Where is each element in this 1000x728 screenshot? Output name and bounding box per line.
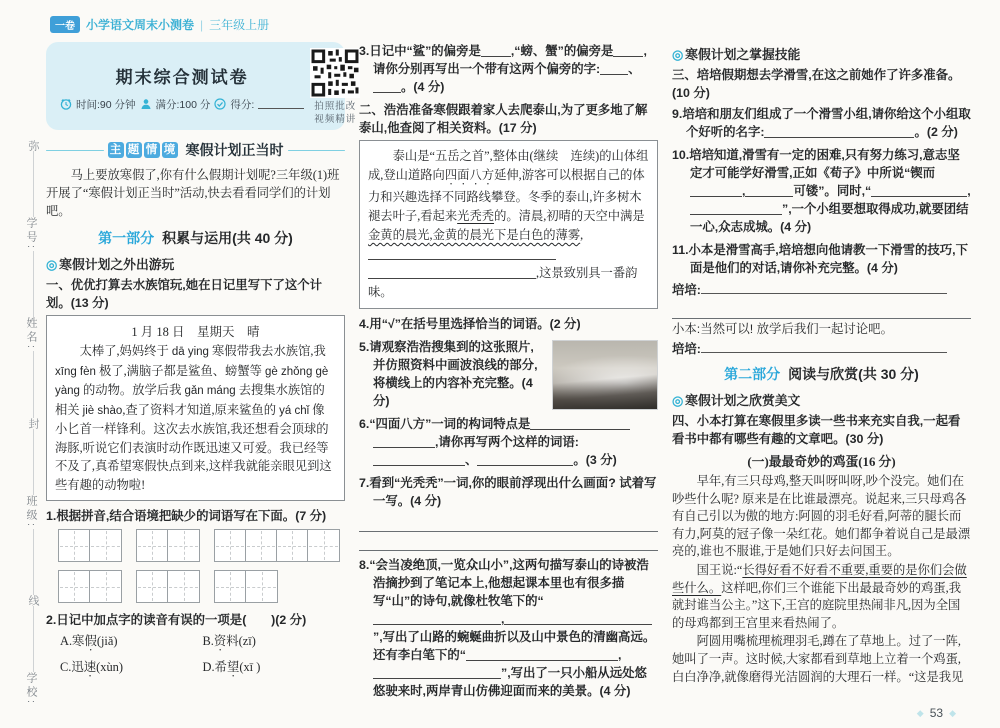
question-2-options xyxy=(46,632,345,680)
seal-mark-mi: 弥 xyxy=(27,140,39,151)
part2-title: 阅读与欣赏 xyxy=(788,366,859,382)
part2-score: (共 30 分) xyxy=(858,366,919,382)
question-9-stem: 9.培培和朋友们组成了一个滑雪小组,请你给这个小组取个好听的名字: 。(2 分) xyxy=(672,107,971,139)
option-c[interactable]: C.迅速(xùn) xyxy=(60,660,123,674)
question-4-stem: 4.用“√”在括号里选择恰当的词语。(2 分) xyxy=(359,317,581,331)
question-yi-stem: 一、优优打算去水族馆玩,她在日记里写下了这个计划。(13 分) xyxy=(46,278,323,310)
question-san-stem: 三、培培假期想去学滑雪,在这之前她作了许多准备。(10 分) xyxy=(672,68,961,100)
page-number xyxy=(917,706,956,720)
theme-chips xyxy=(108,142,178,158)
topic-reading-label: 寒假计划之欣赏美文 xyxy=(685,393,801,408)
question-2 xyxy=(46,611,345,680)
score-blank xyxy=(258,99,304,109)
question-10 xyxy=(672,146,971,236)
theme-title: 寒假计划正当时 xyxy=(185,142,284,158)
diary-box xyxy=(46,315,345,501)
qr-caption-line1: 拍照批改 xyxy=(314,101,357,113)
question-9 xyxy=(672,105,971,141)
brand-row xyxy=(50,16,269,33)
dialog-line-2: 小本:当然可以! 放学后我们一起讨论吧。 xyxy=(672,322,893,336)
theme-banner xyxy=(46,140,345,160)
student-name-label: 姓名: xyxy=(25,317,37,352)
banner-line-right xyxy=(288,150,346,151)
paper-meta xyxy=(60,97,304,112)
topic-skill-label: 寒假计划之掌握技能 xyxy=(685,47,801,62)
banner-line-left xyxy=(46,150,104,151)
part1-label: 第一部分 xyxy=(98,230,155,246)
question-8 xyxy=(359,556,658,700)
brand-subtitle: 三年级上册 xyxy=(209,18,270,32)
score-label: 得分: xyxy=(230,98,255,111)
question-1-stem: 1.根据拼音,结合语境把缺少的词语写在下面。(7 分) xyxy=(46,509,327,523)
intro-paragraph: 马上要放寒假了,你有什么假期计划呢?三年级(1)班开展了“寒假计划正当时”活动,快去看看同学们的计划吧。 xyxy=(46,168,340,218)
diamond-icon: ◆ xyxy=(949,707,956,718)
answer-line[interactable] xyxy=(359,532,658,551)
diamond-icon: ◆ xyxy=(916,707,924,718)
resource-box xyxy=(359,140,658,309)
answer-line[interactable] xyxy=(359,513,658,532)
question-3 xyxy=(359,42,658,96)
writing-grid[interactable] xyxy=(58,529,345,603)
question-2-stem: 2.日记中加点字的读音有误的一项是( )(2 分) xyxy=(46,613,307,627)
passage-paragraph-2: 国王说:“长得好看不好看不重要,重要的是你们会做些什么。这样吧,你们三个谁能下出最最奇妙的鸡蛋,我就封谁当公主。”这下,王宫的庭院里热闹非凡,因为全国的母鸡都到王宫里来看热闹了。 xyxy=(672,562,967,630)
landscape-photo xyxy=(552,340,658,410)
theme-chip-1: 主 xyxy=(108,142,124,158)
question-1 xyxy=(46,507,345,603)
speaker-peipei: 培培: xyxy=(672,342,701,356)
seal-mark-feng: 封 xyxy=(27,417,39,429)
topic-outing-label: 寒假计划之外出游玩 xyxy=(59,257,175,272)
option-d[interactable]: D.希望(xī ) xyxy=(202,660,261,674)
part2-heading xyxy=(672,364,971,384)
question-7 xyxy=(359,474,658,551)
question-3-stem: 3.日记中“鲨”的偏旁是 ,“螃、蟹”的偏旁是 ,请你分别再写出一个带有这两个偏旁的字: 、。(4 分) xyxy=(359,44,647,94)
paper-title: 期末综合测试卷 xyxy=(115,67,249,87)
resource-text: 泰山是“五岳之首”,整体由(继续 连续)的山体组成,登山道路向四面八方延伸,游客可以根据自己的体力和兴趣选择不同路线攀登。冬季的泰山,许多树木褪去叶子,看起来光秃秃的。清晨,初晴的天空中满是金黄的晨光,金黄的晨光下是白色的薄雾,,这景致别具一番韵味。 xyxy=(368,149,649,299)
diary-date: 1 月 18 日 星期天 晴 xyxy=(131,325,260,339)
question-8-stem: 8.“会当凌绝顶,一览众山小”,这两句描写泰山的诗被浩浩摘抄到了笔记本上,他想起课本里也有很多描写“山”的诗句,就像杜牧笔下的“,”,写出了山路的蜿蜒曲折以及山中景色的清幽高远。还有李白笔下的“ ,”,写出了一只小船从远处悠悠驶来时,两岸青山仿佛迎面而来的美景。(4 分) xyxy=(359,558,656,698)
column-1 xyxy=(46,42,357,705)
question-11-stem: 11.小本是滑雪高手,培培想向他请教一下滑雪的技巧,下面是他们的对话,请你补充完整。(4 分) xyxy=(672,243,969,275)
qr-code xyxy=(310,48,360,98)
speaker-peipei: 培培: xyxy=(672,283,701,297)
question-si-stem: 四、小本打算在寒假里多读一些书来充实自我,一起看看书中都有哪些有趣的文章吧。(30 分) xyxy=(672,414,961,446)
check-icon xyxy=(214,98,226,110)
part1-heading xyxy=(46,228,345,248)
topic-outing xyxy=(46,254,345,273)
seal-items xyxy=(14,140,44,706)
qr-block xyxy=(310,48,360,126)
seal-line xyxy=(14,140,44,706)
ring-icon: ◎ xyxy=(46,257,58,272)
qr-caption-line2: 视频精讲 xyxy=(314,113,357,125)
full-score-label: 满分:100 分 xyxy=(155,98,211,111)
topic-skill xyxy=(672,44,971,63)
paper-header-left xyxy=(60,63,304,112)
option-a[interactable]: A.寒假(jiǎ) xyxy=(60,634,118,648)
theme-chip-3: 情 xyxy=(144,142,160,158)
person-icon xyxy=(140,98,152,110)
topic-reading xyxy=(672,390,971,409)
question-11 xyxy=(672,241,971,359)
page-content xyxy=(46,42,971,705)
dialog-blank[interactable] xyxy=(701,281,947,294)
seal-mark-xian: 线 xyxy=(27,594,39,606)
passage-paragraph-3: 阿圆用嘴梳理梳理羽毛,蹲在了草地上。过了一阵,她叫了一声。这时候,大家都看到草地上立着一个鸡蛋,白白净净,就像磨得光洁圆润的大理石一样。“这是我见 xyxy=(672,634,964,684)
column-3 xyxy=(672,42,971,705)
class-label: 班级: xyxy=(25,494,37,529)
dialog-line-1 xyxy=(672,280,971,300)
brand-title: 小学语文周末小测卷 xyxy=(86,18,195,32)
page-number-value: 53 xyxy=(929,706,944,720)
paper-header-box xyxy=(46,42,357,130)
part1-score: (共 40 分) xyxy=(232,230,293,246)
question-4 xyxy=(359,315,658,333)
dialog-blank[interactable] xyxy=(701,340,947,353)
question-5 xyxy=(359,338,658,410)
dialog-line-3 xyxy=(672,339,971,359)
school-label: 学校: xyxy=(25,671,37,706)
dialog-answer-line[interactable] xyxy=(672,300,971,319)
option-b[interactable]: B.资料(zī) xyxy=(202,634,256,648)
question-6-stem: 6.“四面八方”一词的构词特点是,请你再写两个这样的词语:、 。(3 分) xyxy=(359,415,658,469)
question-7-stem: 7.看到“光秃秃”一词,你的眼前浮现出什么画面? 试着写一写。(4 分) xyxy=(359,476,657,508)
brand-divider: | xyxy=(200,17,204,32)
part1-title: 积累与运用 xyxy=(162,230,233,246)
student-id-label: 学号: xyxy=(25,217,37,252)
brand-logo: 一卷 xyxy=(50,16,80,33)
reading-title: (一)最最奇妙的鸡蛋(16 分) xyxy=(747,455,896,469)
question-5-stem: 5.请观察浩浩搜集到的这张照片,并仿照资料中画波浪线的部分,将横线上的内容补充完整。(4 分) xyxy=(359,340,538,408)
column-2 xyxy=(359,42,658,705)
ring-icon: ◎ xyxy=(672,393,684,408)
theme-chip-2: 题 xyxy=(126,142,142,158)
diary-body: 太棒了,妈妈终于 dā ying 寒假带我去水族馆,我 xīng fèn 极了,满脑子都是鲨鱼、螃蟹等 gè zhǒng gè yàng 的动物。放学后我 gǎn máng 去搜集水族馆的相关 jiè shào,查了资料才知道,原来鲨鱼的 yá chǐ 像小匕首一样锋利。这次去水族馆,我还想看会顶球的海豚,听说它们表演时动作既迅速又可爱。我已经等不及了,真希望寒假快点到来,这样我就能亲眼见到这些有趣的动物啦! xyxy=(55,344,332,492)
passage-paragraph-1: 早年,有三只母鸡,整天叫呀叫呀,吵个没完。她们在吵些什么呢? 原来是在比谁最漂亮。说起来,三只母鸡各有自己引以为傲的地方:阿圆的羽毛好看,阿蒂的腿长而有力,阿莫的冠子像一朵红花。她们都争着说自己是最漂亮的,谁也不服谁,于是她们只好去问国王。 xyxy=(672,474,971,559)
ring-icon: ◎ xyxy=(672,47,684,62)
question-er-stem: 二、浩浩准备寒假跟着家人去爬泰山,为了更多地了解泰山,他查阅了相关资料。(17 分) xyxy=(359,103,648,135)
clock-icon xyxy=(60,98,72,110)
theme-chip-4: 境 xyxy=(162,142,178,158)
question-6 xyxy=(359,415,658,469)
question-10-stem: 10.培培知道,滑雪有一定的困难,只有努力练习,意志坚定才可能学好滑雪,正如《荀子》中所说“锲而, 可镂”。同时,“ ,”,一个小组要想取得成功,就要团结一心,众志成城。(4 分) xyxy=(672,148,971,234)
time-label: 时间:90 分钟 xyxy=(76,98,136,111)
part2-label: 第二部分 xyxy=(724,366,781,382)
